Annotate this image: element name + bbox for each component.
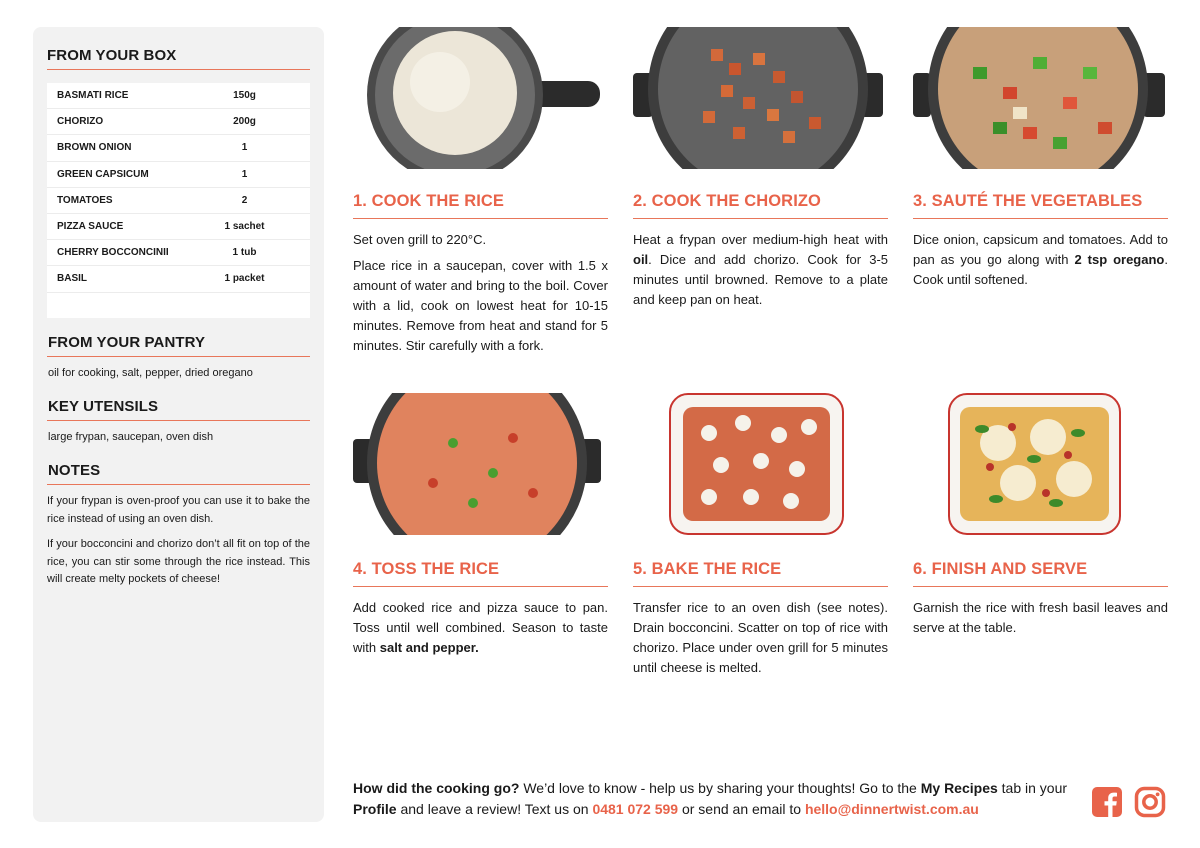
email-link[interactable]: hello@dinnertwist.com.au xyxy=(804,801,979,817)
ingredient-row xyxy=(47,266,310,292)
step-body xyxy=(633,230,888,310)
ingredient-row xyxy=(47,109,310,135)
ingredient-qty: 1 packet xyxy=(224,273,265,285)
step-6 xyxy=(913,560,1168,638)
ingredient-name: CHORIZO xyxy=(57,116,104,128)
step-5 xyxy=(633,560,888,678)
utensils-section xyxy=(47,398,310,446)
step-text: Transfer rice to an oven dish (see notes). Drain bocconcini. Scatter on top of rice with chorizo. Place under oven grill for 5 minutes until cheese is melted. xyxy=(633,600,888,675)
step-title: 2. COOK THE CHORIZO xyxy=(633,192,888,219)
step-text: . Cook until softened. xyxy=(913,252,1168,287)
step-text: Heat a frypan over medium-high heat with xyxy=(633,232,888,247)
instagram-icon[interactable] xyxy=(1134,786,1166,818)
step-paragraph xyxy=(353,256,608,356)
step-paragraph xyxy=(353,598,608,658)
key-utensils-heading: KEY UTENSILS xyxy=(47,398,310,421)
ingredient-row xyxy=(47,188,310,214)
step-text: Place rice in a saucepan, cover with 1.5 x amount of water and bring to the boil. Cover with a lid, cook on lowest heat for 10-15 minutes. Remove from heat and stand for 5 minutes. Stir carefully with a fork. xyxy=(353,258,608,353)
step-body xyxy=(913,598,1168,638)
phone-number-link[interactable]: 0481 072 599 xyxy=(592,801,679,817)
note-text: If your frypan is oven-proof you can use it to bake the rice instead of using an oven dish. xyxy=(47,495,310,525)
step-3 xyxy=(913,192,1168,290)
ingredient-qty: 2 xyxy=(241,194,248,206)
ingredients-sidebar xyxy=(33,27,324,822)
ingredient-name: BASIL xyxy=(57,273,87,285)
ingredients-table xyxy=(47,83,310,318)
ingredient-name: CHERRY BOCCONCINII xyxy=(57,247,169,259)
ingredient-qty: 1 sachet xyxy=(224,221,265,233)
utensils-list: large frypan, saucepan, oven dish xyxy=(48,431,214,443)
step-2 xyxy=(633,192,888,310)
footer-text: We’d love to know - help us by sharing your thoughts! Go to the xyxy=(519,780,921,796)
step-body xyxy=(913,230,1168,290)
ingredient-name: GREEN CAPSICUM xyxy=(57,168,149,180)
step-text: Set oven grill to 220°C. xyxy=(353,232,487,247)
step-title: 1. COOK THE RICE xyxy=(353,192,608,219)
step-paragraph xyxy=(913,598,1168,638)
ingredient-name: BASMATI RICE xyxy=(57,90,129,102)
facebook-icon[interactable] xyxy=(1091,786,1123,818)
step-1-photo xyxy=(360,27,602,169)
step-title: 5. BAKE THE RICE xyxy=(633,560,888,587)
step-3-photo xyxy=(913,27,1168,169)
my-recipes-link[interactable]: My Recipes xyxy=(920,780,998,796)
step-4 xyxy=(353,560,608,658)
profile-link[interactable]: Profile xyxy=(353,801,397,817)
step-text: . Dice and add chorizo. Cook for 3-5 minutes until browned. Remove to a plate and keep pan on heat. xyxy=(633,252,888,307)
from-your-pantry-heading: FROM YOUR PANTRY xyxy=(47,334,310,357)
feedback-footer xyxy=(353,778,1083,820)
step-body xyxy=(353,598,608,658)
ingredient-name: TOMATOES xyxy=(57,194,113,206)
from-your-box-heading: FROM YOUR BOX xyxy=(47,47,310,70)
ingredient-qty: 1 xyxy=(241,168,248,180)
step-paragraph xyxy=(633,598,888,678)
ingredient-qty: 150g xyxy=(233,90,256,102)
ingredient-qty: 200g xyxy=(233,116,256,128)
ingredient-row xyxy=(47,214,310,240)
notes-heading: NOTES xyxy=(47,462,310,485)
step-paragraph xyxy=(353,230,608,250)
step-title: 3. SAUTÉ THE VEGETABLES xyxy=(913,192,1168,219)
ingredient-name: BROWN ONION xyxy=(57,142,132,154)
footer-text: or send an email to xyxy=(678,801,805,817)
footer-text: tab in your xyxy=(997,780,1068,796)
pantry-section xyxy=(47,334,310,382)
step-2-photo xyxy=(633,27,888,169)
pantry-list: oil for cooking, salt, pepper, dried oregano xyxy=(48,367,253,379)
ingredient-name: PIZZA SAUCE xyxy=(57,221,124,233)
step-body xyxy=(633,598,888,678)
footer-text: and leave a review! Text us on xyxy=(396,801,593,817)
step-4-photo xyxy=(353,393,602,535)
step-text: Dice onion, capsicum and tomatoes. Add to pan as you go along with xyxy=(913,232,1168,267)
step-title: 6. FINISH AND SERVE xyxy=(913,560,1168,587)
step-text-bold: oil xyxy=(633,252,649,267)
ingredient-row xyxy=(47,135,310,161)
step-title: 4. TOSS THE RICE xyxy=(353,560,608,587)
step-paragraph xyxy=(633,230,888,310)
step-body xyxy=(353,230,608,356)
ingredient-row xyxy=(47,83,310,109)
step-text-bold: 2 tsp oregano xyxy=(1074,252,1165,267)
step-paragraph xyxy=(913,230,1168,290)
notes-section xyxy=(47,462,310,589)
step-text: Add cooked rice and pizza sauce to pan. Toss until well combined. Season to taste with xyxy=(353,600,608,655)
ingredient-row xyxy=(47,162,310,188)
footer-lead: How did the cooking go? xyxy=(353,780,520,796)
ingredient-qty: 1 tub xyxy=(232,247,257,259)
step-text: Garnish the rice with fresh basil leaves and serve at the table. xyxy=(913,600,1168,635)
step-6-photo xyxy=(948,393,1121,535)
note-text: If your bocconcini and chorizo don’t all fit on top of the rice, you can stir some through the rice instead. This will create melty pockets of cheese! xyxy=(47,538,310,585)
ingredient-row xyxy=(47,240,310,266)
step-5-photo xyxy=(669,393,844,535)
ingredient-qty: 1 xyxy=(241,142,248,154)
step-1 xyxy=(353,192,608,356)
step-text-bold: salt and pepper. xyxy=(379,640,479,655)
